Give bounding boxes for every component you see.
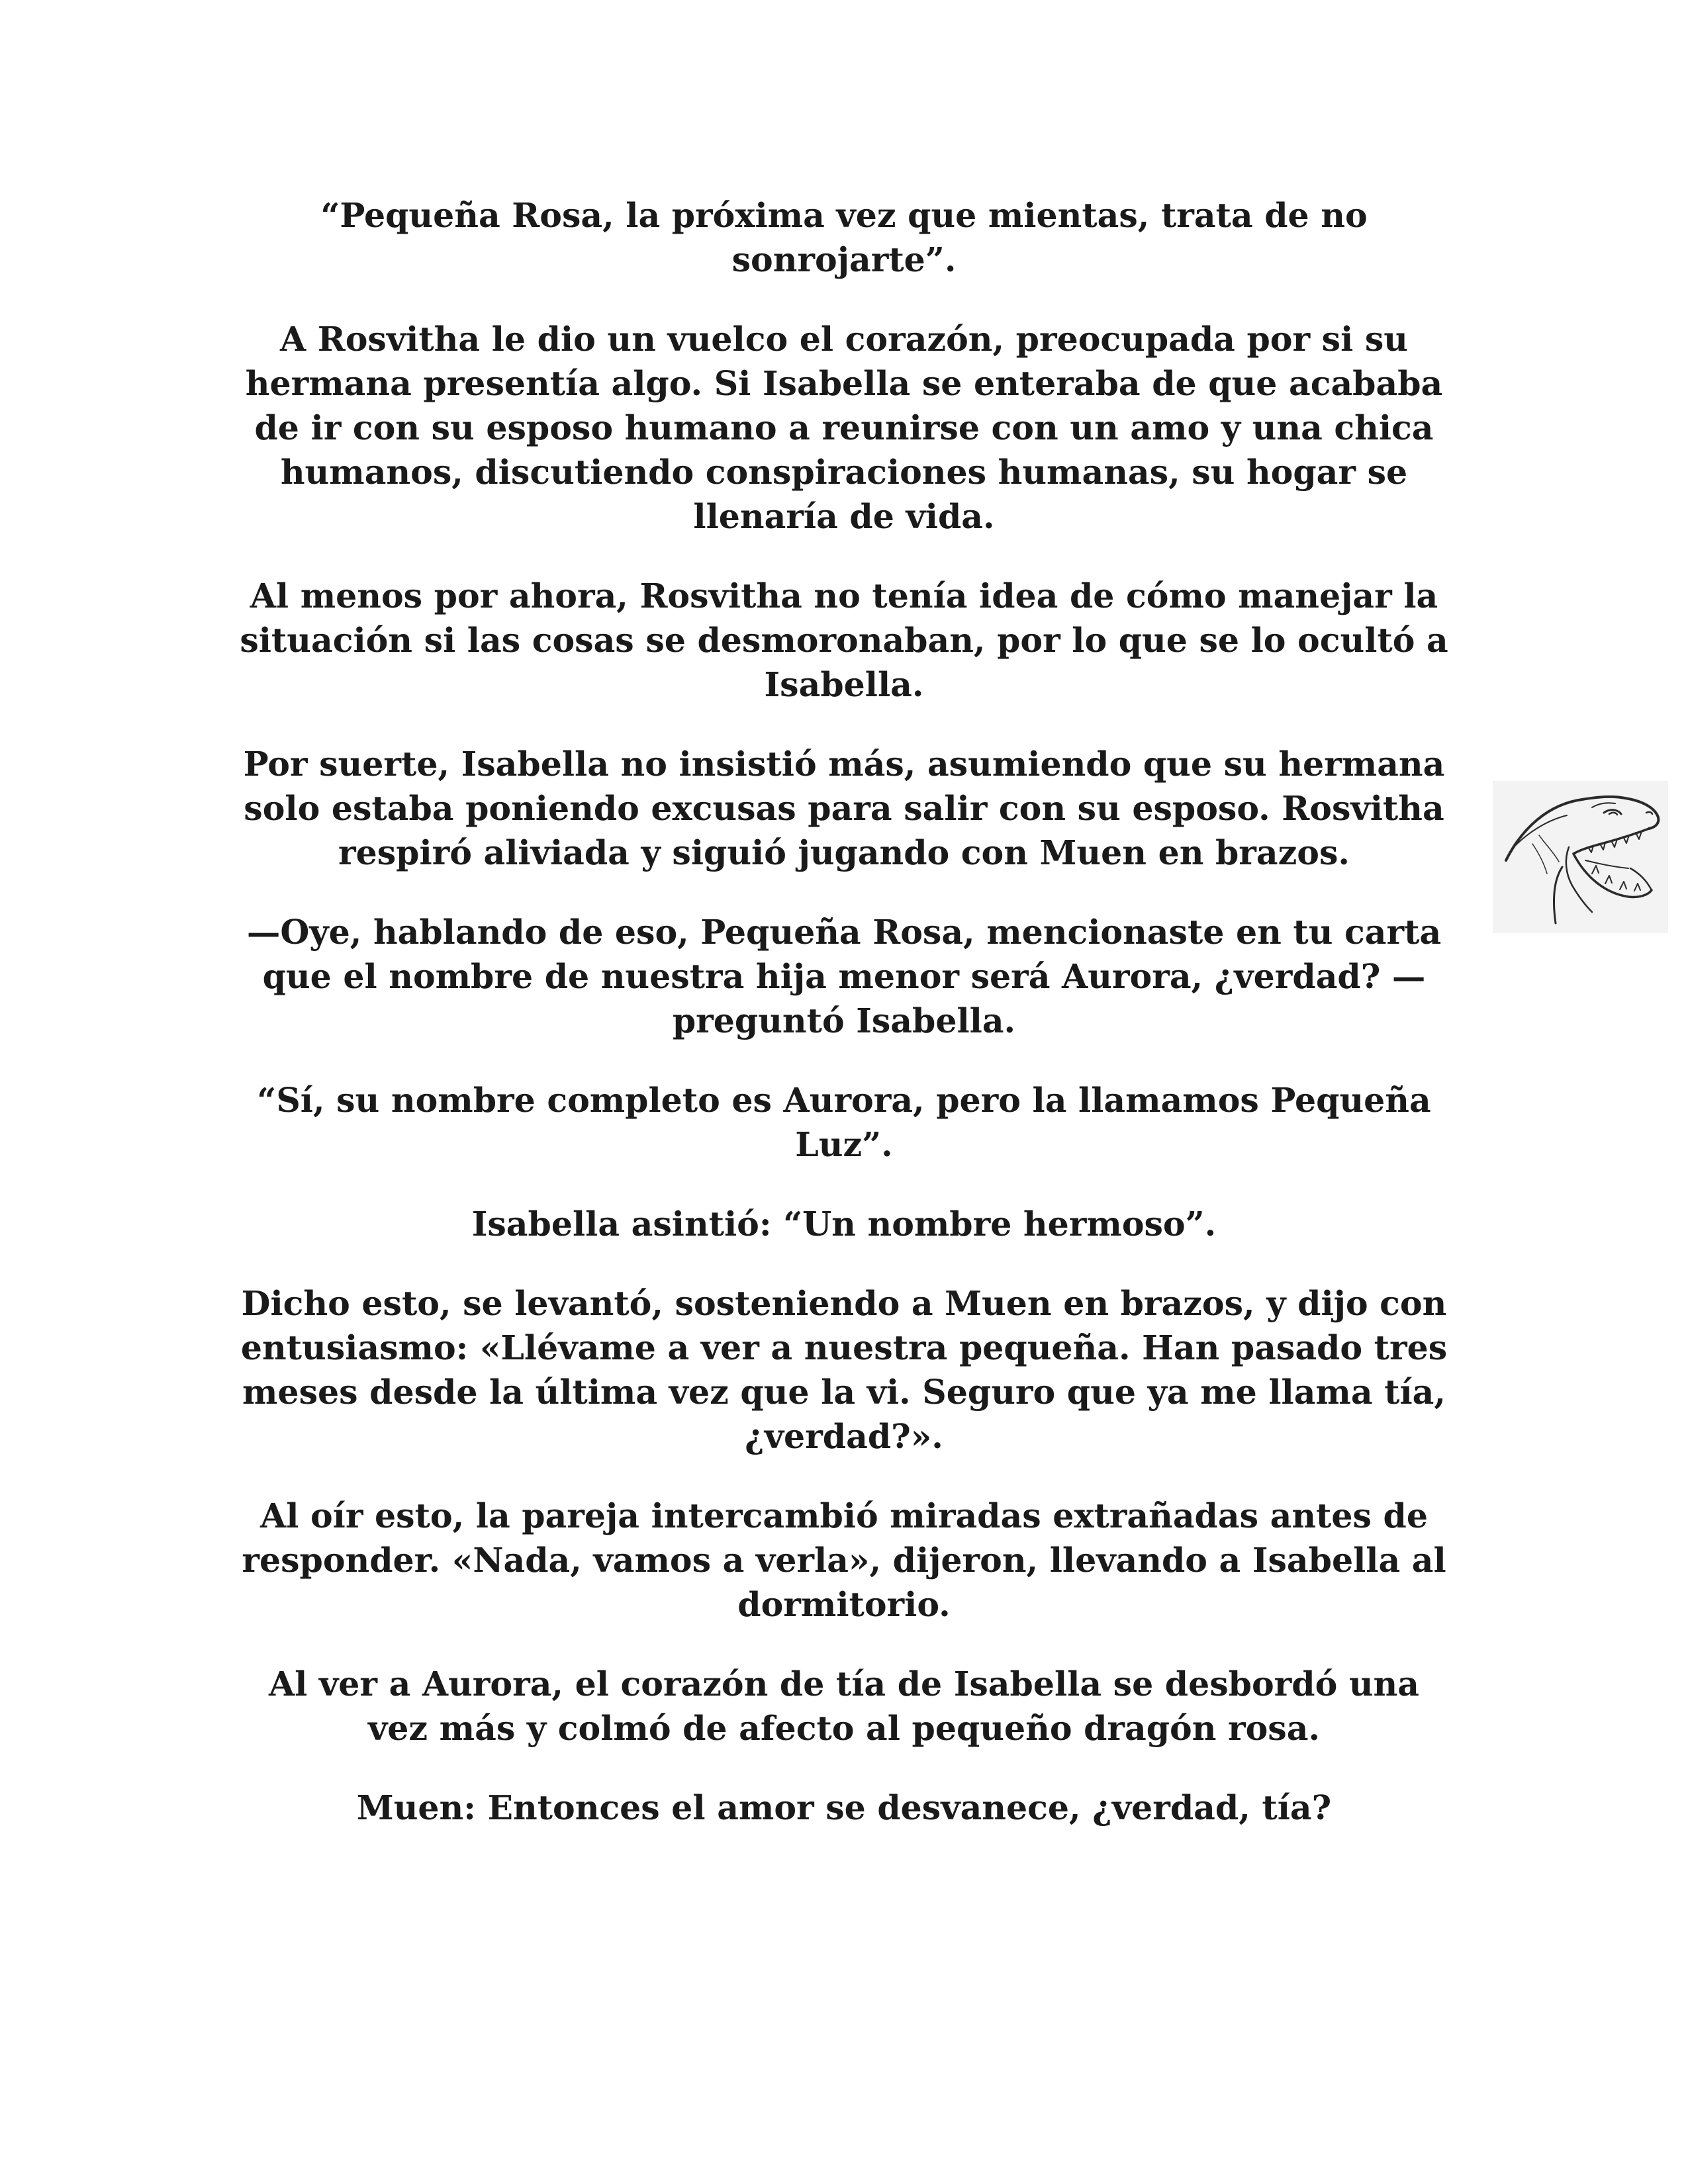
paragraph-2: A Rosvitha le dio un vuelco el corazón, preocupada por si su hermana presentía algo. Si Isabella se enteraba de que acababa de ir con su esposo humano a reunirse con un amo y una chica humanos, discutiendo conspiraciones humanas, su hogar se llenaría de vida. xyxy=(245,320,1443,536)
story-text xyxy=(235,193,1453,1865)
paragraph-4: Por suerte, Isabella no insistió más, asumiendo que su hermana solo estaba poniendo excusas para salir con su esposo. Rosvitha respiró aliviada y siguió jugando con Muen en brazos. xyxy=(243,745,1445,872)
paragraph-11: Muen: Entonces el amor se desvanece, ¿verdad, tía? xyxy=(356,1788,1332,1827)
paragraph-7: Isabella asintió: “Un nombre hermoso”. xyxy=(471,1205,1217,1244)
paragraph-10: Al ver a Aurora, el corazón de tía de Isabella se desbordó una vez más y colmó de afecto al pequeño dragón rosa. xyxy=(269,1664,1419,1748)
paragraph-9: Al oír esto, la pareja intercambió miradas extrañadas antes de responder. «Nada, vamos a verla», dijeron, llevando a Isabella al dormitorio. xyxy=(242,1496,1446,1624)
paragraph-8: Dicho esto, se levantó, sosteniendo a Muen en brazos, y dijo con entusiasmo: «Llévame a ver a nuestra pequeña. Han pasado tres meses desde la última vez que la vi. Seguro que ya me llama tía, ¿verdad?». xyxy=(240,1284,1448,1456)
paragraph-5: —Oye, hablando de eso, Pequeña Rosa, mencionaste en tu carta que el nombre de nuestra hija menor será Aurora, ¿verdad? —preguntó Isabella. xyxy=(246,913,1442,1040)
dinosaur-head-sketch-icon xyxy=(1493,781,1668,933)
paragraph-6: “Sí, su nombre completo es Aurora, pero la llamamos Pequeña Luz”. xyxy=(257,1081,1431,1164)
paragraph-3: Al menos por ahora, Rosvitha no tenía idea de cómo manejar la situación si las cosas se desmoronaban, por lo que se lo ocultó a Isabella. xyxy=(240,576,1448,704)
paragraph-1: “Pequeña Rosa, la próxima vez que mientas, trata de no sonrojarte”. xyxy=(320,196,1368,279)
